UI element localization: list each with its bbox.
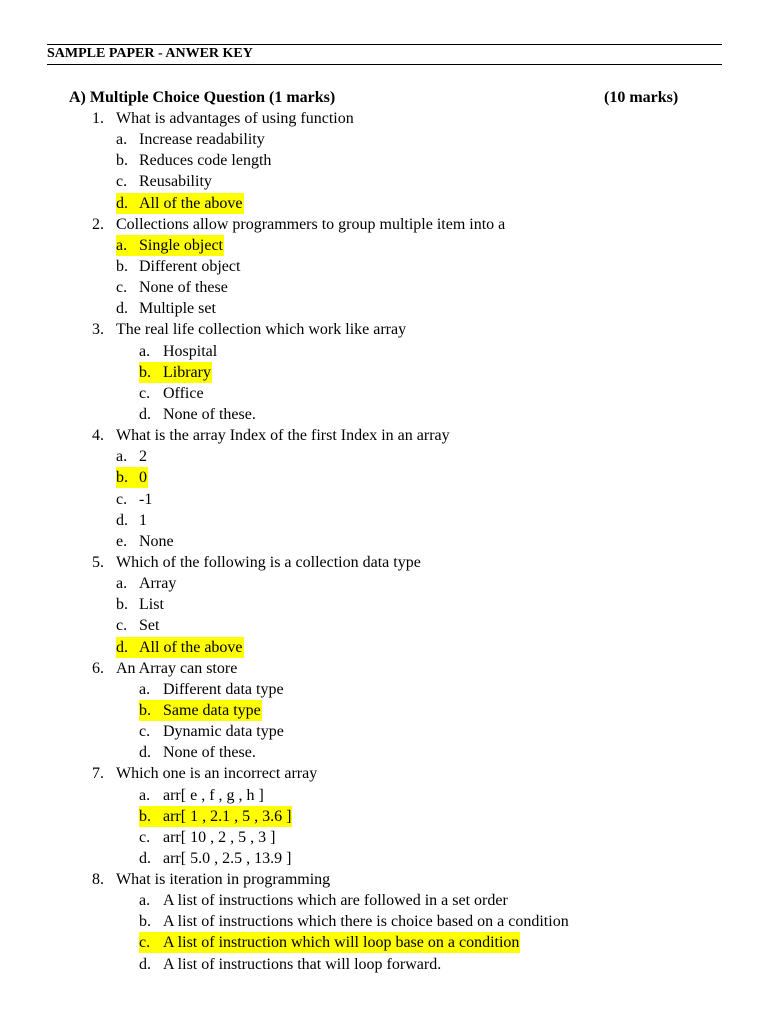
- answer-option: [0, 827, 768, 848]
- option-text: List: [139, 596, 164, 614]
- answer-option-correct: [0, 932, 768, 953]
- option-letter: c.: [139, 723, 151, 741]
- option-content: [116, 298, 217, 319]
- question-8: [0, 869, 768, 890]
- answer-option: [0, 510, 768, 531]
- answer-option: [0, 383, 768, 404]
- option-letter: c.: [116, 490, 128, 508]
- option-text: None: [139, 532, 174, 550]
- option-content: [139, 679, 285, 700]
- answer-option: [0, 150, 768, 171]
- question-text: What is iteration in programming: [116, 871, 331, 889]
- option-text: A list of instructions that will loop forward.: [163, 955, 442, 973]
- option-letter: b.: [116, 469, 128, 487]
- question-7: [0, 763, 768, 784]
- answer-option: [0, 954, 768, 975]
- question-number: 1.: [92, 110, 104, 127]
- option-content: [116, 573, 177, 594]
- answer-option: [0, 594, 768, 615]
- option-letter: d.: [116, 511, 128, 529]
- option-text: Dynamic data type: [163, 723, 284, 741]
- question-number: 7.: [92, 765, 104, 783]
- answer-option-correct: [0, 362, 768, 383]
- answer-option: [0, 911, 768, 932]
- question-number: 4.: [92, 427, 104, 445]
- option-letter: c.: [116, 617, 128, 635]
- option-content: [139, 911, 570, 932]
- option-text: Reduces code length: [139, 152, 272, 170]
- option-content: [139, 721, 285, 742]
- question-text: An Array can store: [116, 659, 238, 677]
- option-letter: c.: [139, 384, 151, 402]
- option-text: Office: [163, 384, 204, 402]
- option-text: arr[ 10 , 2 , 5 , 3 ]: [163, 828, 276, 846]
- option-content: [139, 383, 205, 404]
- answer-option: [0, 489, 768, 510]
- option-text: Increase readability: [139, 131, 265, 149]
- option-letter: b.: [116, 596, 128, 614]
- option-letter: c.: [116, 279, 128, 297]
- answer-option: [0, 890, 768, 911]
- answer-option: [0, 742, 768, 763]
- option-text: arr[ 1 , 2.1 , 5 , 3.6 ]: [163, 807, 292, 825]
- answer-highlight: [139, 362, 212, 383]
- option-text: All of the above: [139, 638, 243, 656]
- answer-option: [0, 615, 768, 636]
- option-letter: e.: [116, 532, 128, 550]
- option-content: [116, 489, 153, 510]
- option-letter: c.: [139, 828, 151, 846]
- option-text: None of these: [139, 279, 228, 297]
- option-letter: b.: [116, 152, 128, 170]
- option-content: [116, 531, 175, 552]
- answer-option-correct: [0, 806, 768, 827]
- answer-highlight: [116, 193, 244, 214]
- question-number: 2.: [92, 215, 104, 233]
- answer-option-correct: [0, 637, 768, 658]
- question-list: [0, 108, 768, 975]
- option-letter: b.: [139, 807, 151, 825]
- option-text: 0: [139, 469, 147, 487]
- option-text: Hospital: [163, 342, 218, 360]
- answer-option-correct: [0, 235, 768, 256]
- option-content: [139, 890, 509, 911]
- question-5: [0, 552, 768, 573]
- option-text: -1: [139, 490, 153, 508]
- option-text: All of the above: [139, 194, 243, 212]
- question-text: Which of the following is a collection data type: [116, 553, 421, 571]
- option-text: A list of instructions which there is choice based on a condition: [163, 913, 569, 931]
- option-content: [116, 277, 229, 298]
- answer-option: [0, 171, 768, 192]
- answer-option: [0, 721, 768, 742]
- option-text: Same data type: [163, 701, 261, 719]
- answer-option: [0, 679, 768, 700]
- option-content: [139, 827, 276, 848]
- option-text: Different object: [139, 257, 241, 275]
- question-text: Collections allow programmers to group multiple item into a: [116, 215, 506, 233]
- section-marks: (10 marks): [604, 89, 679, 106]
- answer-option: [0, 531, 768, 552]
- question-text: Which one is an incorrect array: [116, 765, 318, 783]
- option-content: [116, 150, 272, 171]
- option-letter: d.: [139, 405, 151, 423]
- option-letter: a.: [116, 448, 128, 466]
- option-content: [116, 171, 213, 192]
- option-letter: a.: [139, 786, 151, 804]
- answer-highlight: [139, 932, 520, 953]
- question-number: 6.: [92, 659, 104, 677]
- answer-highlight: [116, 637, 244, 658]
- option-content: [139, 341, 218, 362]
- answer-option: [0, 129, 768, 150]
- question-number: 5.: [92, 553, 104, 571]
- option-content: [116, 256, 241, 277]
- answer-option: [0, 848, 768, 869]
- option-text: Set: [139, 617, 160, 635]
- answer-option: [0, 404, 768, 425]
- answer-option-correct: [0, 700, 768, 721]
- option-letter: d.: [116, 300, 128, 318]
- answer-highlight: [116, 235, 224, 256]
- option-letter: a.: [116, 236, 128, 254]
- question-text: What is the array Index of the first Index in an array: [116, 427, 450, 445]
- question-3: [0, 319, 768, 340]
- answer-option-correct: [0, 467, 768, 488]
- answer-option: [0, 341, 768, 362]
- section-heading: A) Multiple Choice Question (1 marks): [69, 89, 336, 106]
- question-text: What is advantages of using function: [116, 110, 354, 127]
- option-content: [139, 742, 257, 763]
- option-letter: a.: [116, 131, 128, 149]
- option-letter: d.: [139, 955, 151, 973]
- option-content: [116, 615, 160, 636]
- answer-option: [0, 446, 768, 467]
- option-text: A list of instructions which are followed in a set order: [163, 892, 508, 910]
- header-bottom-rule: [47, 64, 722, 65]
- question-text: The real life collection which work like array: [116, 321, 407, 339]
- option-content: [139, 404, 257, 425]
- option-text: Single object: [139, 236, 223, 254]
- option-content: [139, 954, 442, 975]
- option-content: [116, 510, 148, 531]
- option-text: Different data type: [163, 680, 284, 698]
- answer-highlight: [116, 467, 148, 488]
- option-letter: a.: [116, 575, 128, 593]
- option-text: None of these.: [163, 744, 256, 762]
- option-content: [116, 129, 266, 150]
- option-content: [139, 848, 292, 869]
- option-letter: b.: [139, 701, 151, 719]
- option-text: arr[ 5.0 , 2.5 , 13.9 ]: [163, 849, 292, 867]
- option-letter: d.: [139, 849, 151, 867]
- option-letter: a.: [139, 892, 151, 910]
- option-content: [139, 785, 265, 806]
- answer-option: [0, 256, 768, 277]
- option-letter: a.: [139, 342, 151, 360]
- option-letter: c.: [116, 173, 128, 191]
- answer-highlight: [139, 806, 292, 827]
- option-letter: d.: [139, 744, 151, 762]
- question-number: 8.: [92, 871, 104, 889]
- option-text: 2: [139, 448, 147, 466]
- option-text: None of these.: [163, 405, 256, 423]
- answer-option: [0, 785, 768, 806]
- option-letter: c.: [139, 934, 151, 952]
- question-6: [0, 658, 768, 679]
- option-letter: b.: [139, 913, 151, 931]
- option-content: [116, 446, 148, 467]
- answer-option: [0, 298, 768, 319]
- option-letter: d.: [116, 194, 128, 212]
- option-letter: b.: [116, 257, 128, 275]
- answer-highlight: [139, 700, 262, 721]
- answer-option-correct: [0, 193, 768, 214]
- option-letter: d.: [116, 638, 128, 656]
- option-text: 1: [139, 511, 147, 529]
- answer-option: [0, 277, 768, 298]
- question-2: [0, 214, 768, 235]
- answer-option: [0, 573, 768, 594]
- question-number: 3.: [92, 321, 104, 339]
- option-letter: a.: [139, 680, 151, 698]
- question-4: [0, 425, 768, 446]
- document-title: SAMPLE PAPER - ANWER KEY: [47, 46, 253, 61]
- option-text: Multiple set: [139, 300, 216, 318]
- option-text: Library: [163, 363, 211, 381]
- option-text: Reusability: [139, 173, 212, 191]
- option-text: A list of instruction which will loop base on a condition: [163, 934, 520, 952]
- option-content: [116, 594, 165, 615]
- option-text: Array: [139, 575, 177, 593]
- option-text: arr[ e , f , g , h ]: [163, 786, 264, 804]
- option-letter: b.: [139, 363, 151, 381]
- question-1: [0, 108, 768, 129]
